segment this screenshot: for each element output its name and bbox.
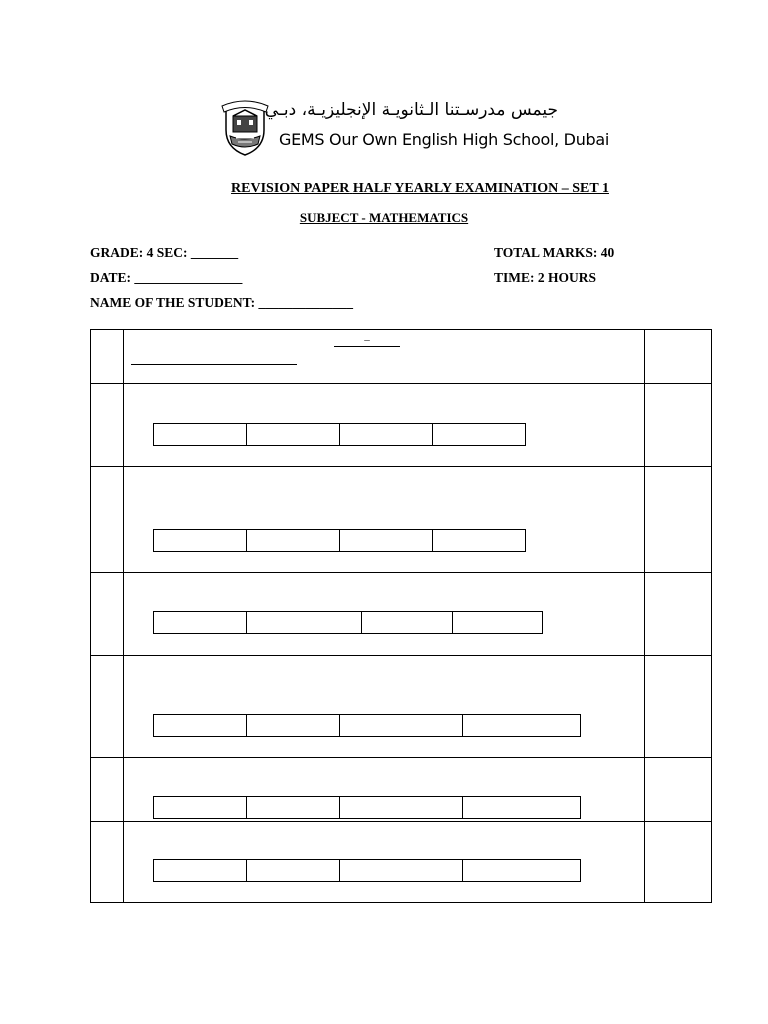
exam-title-part2: HALF YEARLY EXAMINATION – SET 1 — [352, 181, 609, 196]
option-box[interactable] — [246, 423, 340, 446]
option-box[interactable] — [462, 796, 581, 819]
option-box[interactable] — [246, 859, 340, 882]
option-box[interactable] — [153, 796, 247, 819]
grade-sec-field: GRADE: 4 SEC: _______ — [90, 245, 239, 260]
option-box[interactable] — [339, 423, 433, 446]
option-box[interactable] — [432, 423, 526, 446]
instruction-underline — [131, 364, 297, 365]
option-box[interactable] — [361, 611, 453, 634]
option-box[interactable] — [246, 611, 362, 634]
options-row-2 — [153, 529, 526, 552]
option-box[interactable] — [246, 796, 340, 819]
date-field: DATE: ________________ — [90, 270, 243, 285]
row-divider — [91, 821, 711, 822]
school-crest-logo — [220, 100, 270, 156]
row-divider — [91, 655, 711, 656]
school-name: GEMS Our Own English High School, Dubai — [279, 130, 610, 149]
question-table — [90, 329, 712, 903]
options-row-4 — [153, 714, 581, 737]
option-box[interactable] — [246, 714, 340, 737]
section-heading-line: – — [334, 336, 400, 347]
marks-column-divider — [644, 330, 645, 902]
student-name-field: NAME OF THE STUDENT: ______________ — [90, 295, 354, 310]
exam-subject: SUBJECT - MATHEMATICS — [299, 210, 469, 225]
option-box[interactable] — [432, 529, 526, 552]
option-box[interactable] — [462, 714, 581, 737]
total-marks: TOTAL MARKS: 40 — [494, 245, 615, 260]
row-divider — [91, 572, 711, 573]
option-box[interactable] — [452, 611, 543, 634]
options-row-1 — [153, 423, 526, 446]
exam-time: TIME: 2 HOURS — [494, 270, 597, 285]
option-box[interactable] — [153, 423, 247, 446]
number-column-divider — [123, 330, 124, 902]
options-row-5 — [153, 796, 581, 819]
row-divider — [91, 466, 711, 467]
option-box[interactable] — [153, 529, 247, 552]
option-box[interactable] — [339, 714, 463, 737]
options-row-3 — [153, 611, 543, 634]
option-box[interactable] — [339, 529, 433, 552]
row-divider — [91, 383, 711, 384]
exam-title-part1: REVISION PAPER — [231, 181, 350, 196]
school-name-arabic: جيمس مدرسـتنا الـثانويـة الإنجليزيـة، دبـي — [264, 100, 558, 120]
row-divider — [91, 757, 711, 758]
option-box[interactable] — [339, 796, 463, 819]
option-box[interactable] — [246, 529, 340, 552]
option-box[interactable] — [153, 611, 247, 634]
options-row-6 — [153, 859, 581, 882]
option-box[interactable] — [339, 859, 463, 882]
option-box[interactable] — [153, 714, 247, 737]
exam-title — [0, 181, 768, 197]
option-box[interactable] — [462, 859, 581, 882]
option-box[interactable] — [153, 859, 247, 882]
